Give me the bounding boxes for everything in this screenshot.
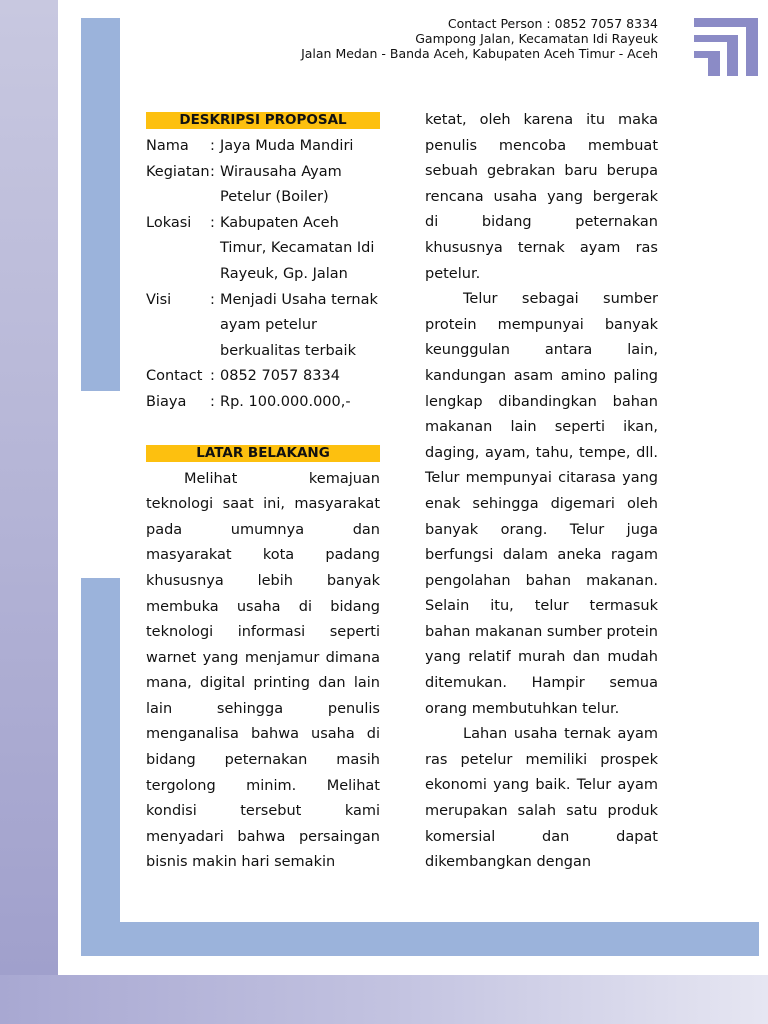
body-paragraph-continued: ketat, oleh karena itu maka penulis mencoba membuat sebuah gebrakan baru berupa rencana usaha yang bergerak di bidang peternakan khususnya ternak ayam ras petelur.: [425, 112, 658, 282]
info-colon: :: [210, 368, 215, 385]
right-column: [425, 108, 658, 876]
info-value: Kabupaten Aceh Timur, Kecamatan Idi Rayeuk, Gp. Jalan: [220, 214, 375, 282]
info-row-nama: [146, 134, 380, 160]
info-value: 0852 7057 8334: [220, 368, 340, 385]
info-value: Menjadi Usaha ternak ayam petelur berkualitas terbaik: [220, 291, 378, 359]
info-colon: :: [210, 138, 215, 154]
left-gradient-band: [0, 0, 58, 1024]
info-value: Rp. 100.000.000,-: [220, 393, 351, 410]
latar-paragraph: Melihat kemajuan teknologi saat ini, masyarakat pada umumnya dan masyarakat kota padang khususnya lebih banyak membuka usaha di bidang teknologi informasi seperti warnet yang menjamur dimana mana, digital printing dan lain lain sehingga penulis menganalisa bahwa usaha di bidang peternakan masih tergolong minim. Melihat kondisi tersebut kami menyadari bahwa persaingan bisnis makin hari semakin: [146, 470, 380, 871]
section-heading-deskripsi: DESKRIPSI PROPOSAL: [146, 112, 380, 129]
address-line-1: Gampong Jalan, Kecamatan Idi Rayeuk: [415, 31, 658, 46]
info-colon: :: [210, 291, 215, 308]
info-colon: :: [210, 163, 215, 180]
body-paragraph-lahan: Lahan usaha ternak ayam ras petelur memiliki prospek ekonomi yang baik. Telur ayam merupakan salah satu produk komersial dan dapat dikembangkan dengan: [425, 726, 658, 871]
info-row-visi: [146, 288, 380, 365]
info-value: Jaya Muda Mandiri: [220, 138, 354, 154]
info-row-biaya: [146, 390, 380, 416]
info-colon: :: [210, 393, 215, 410]
info-label: Kegiatan: [146, 163, 210, 180]
decorative-bar-lower: [81, 578, 120, 956]
left-column: [146, 108, 380, 876]
section-heading-latar: LATAR BELAKANG: [146, 445, 380, 462]
company-logo: [694, 18, 758, 76]
info-label: Nama: [146, 138, 189, 154]
body-paragraph-telur: Telur sebagai sumber protein mempunyai banyak keunggulan antara lain, kandungan asam amino paling lengkap dibandingkan bahan makanan lain seperti ikan, daging, ayam, tahu, tempe, dll. Telur mempunyai citarasa yang enak sehingga digemari oleh banyak orang. Telur juga berfungsi dalam aneka ragam pengolahan bahan makanan. Selain itu, telur termasuk bahan makanan sumber protein yang relatif murah dan mudah ditemukan. Hampir semua orang membutuhkan telur.: [425, 291, 658, 717]
info-row-contact: [146, 364, 380, 390]
decorative-bar-top: [81, 18, 120, 391]
info-label: Lokasi: [146, 214, 192, 231]
contact-person-line: Contact Person : 0852 7057 8334: [447, 16, 658, 31]
info-label: Biaya: [146, 393, 187, 410]
info-row-lokasi: [146, 211, 380, 288]
info-label: Visi: [146, 291, 172, 308]
info-value: Wirausaha Ayam Petelur (Boiler): [220, 163, 342, 206]
info-label: Contact: [146, 368, 203, 385]
info-row-kegiatan: [146, 160, 380, 211]
bottom-gradient-band: [0, 975, 768, 1024]
letterhead: [301, 16, 658, 61]
address-line-2: Jalan Medan - Banda Aceh, Kabupaten Aceh Timur - Aceh: [301, 46, 658, 61]
info-colon: :: [210, 214, 215, 231]
decorative-bar-bottom: [81, 922, 759, 956]
